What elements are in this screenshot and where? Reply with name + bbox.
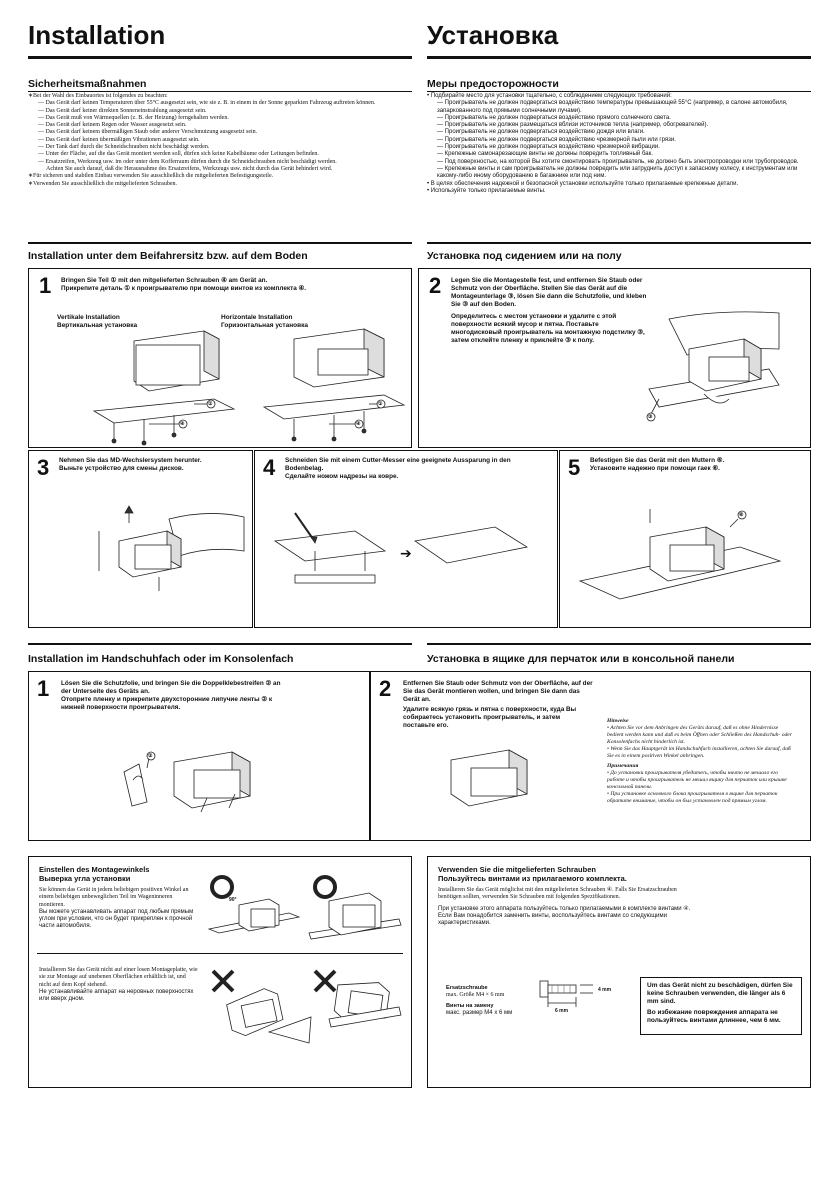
safety-item-de: — Der Tank darf durch die Schneidschrauben nicht beschädigt werden. bbox=[38, 144, 210, 151]
step2-box bbox=[418, 268, 811, 448]
dim-height: 4 mm bbox=[598, 987, 612, 993]
angle-illustration bbox=[29, 857, 413, 1089]
step4-text-ru: Сделайте ножом надрезы на ковре. bbox=[285, 473, 399, 480]
step5-text-de: Befestigen Sie das Gerät mit den Muttern ⑥. bbox=[590, 457, 725, 464]
horizontal-label-ru: Горизонтальная установка bbox=[221, 322, 308, 329]
step4-text-de: Schneiden Sie mit einem Cutter-Messer eine geeignete Aussparung in den Bodenbelag. bbox=[285, 457, 511, 472]
safety-rule-ru bbox=[427, 91, 811, 92]
safety-item-de: — Das Gerät darf keinen übermäßigen Vibrationen ausgesetzt sein. bbox=[38, 136, 200, 143]
safety-extra-de: ∗Verwenden Sie ausschließlich die mitgelieferten Schrauben. bbox=[28, 180, 177, 187]
step5-illustration bbox=[560, 451, 812, 629]
step3-text-de: Nehmen Sie das MD-Wechslersystem herunter. bbox=[59, 457, 202, 464]
safety-extra-ru: • Используйте только прилагаемые винты. bbox=[427, 187, 546, 194]
g1-illustration bbox=[29, 672, 371, 842]
callout: ② bbox=[148, 753, 153, 759]
safety-list-de bbox=[28, 93, 412, 188]
safety-item-ru: — Проигрыватель не должен подвергаться воздействию чрезмерной пыли или грязи. bbox=[437, 136, 676, 143]
step-number: 1 bbox=[39, 273, 52, 298]
page-title-ru: Установка bbox=[427, 20, 559, 50]
step4-box bbox=[254, 450, 558, 628]
title-rule-ru bbox=[427, 56, 811, 59]
spec-de-label: Ersatzschraube bbox=[446, 985, 488, 991]
screws-p-de: Installieren Sie das Gerät möglichst mit den mitgelieferten Schrauben ④. Falls Sie Ersatzschrauben benötigen sollten, verwenden Sie Schrauben mit folgenden Spezifikationen. bbox=[438, 887, 677, 901]
angle-title-de: Einstellen des Montagewinkels bbox=[39, 865, 150, 874]
safety-item-de: — Das Gerät darf keinen Temperaturen über 55°C ausgesetzt sein, wie sie z. B. in einem in der Sonne geparkten Fahrzeug auftreten können. bbox=[38, 100, 376, 107]
safety-intro-de: ∗Bei der Wahl des Einbauortes ist folgendes zu beachten: bbox=[28, 93, 168, 99]
g1-text-de: Lösen Sie die Schutzfolie, und bringen Sie die Doppelklebestreifen ② an der Unterseite des Geräts an. bbox=[61, 680, 281, 695]
callout-a: ① bbox=[208, 401, 213, 407]
step-number: 2 bbox=[379, 676, 392, 701]
step-number: 3 bbox=[37, 455, 50, 480]
warning-de: Um das Gerät nicht zu beschädigen, dürfen Sie keine Schrauben verwenden, die länger als 6 mm sind. bbox=[647, 982, 793, 1005]
horizontal-label-de: Horizontale Installation bbox=[221, 314, 293, 321]
note-de: • Achten Sie vor dem Anbringen des Geräts darauf, daß es ohne Hindernisse bedient werden kann und daß es beim Öffnen oder Schließen des Handschuh- oder Konsolenfachs nicht hinderlich ist. bbox=[607, 725, 792, 746]
step1-box bbox=[28, 268, 412, 448]
safety-item-ru: — Проигрыватель не должен размещаться вблизи источников тепла (например, обогревателей). bbox=[437, 122, 709, 129]
step-number: 2 bbox=[429, 273, 442, 298]
safety-extra-ru: • В целях обеспечения надежной и безопасной установки используйте только прилагаемые крепежные детали. bbox=[427, 180, 739, 187]
safety-item-de: — Das Gerät muß von Wärmequellen (z. B. der Heizung) ferngehalten werden. bbox=[38, 114, 229, 121]
angle-p1-de: Sie können das Gerät in jedem beliebigen positiven Winkel an einem beliebigen unbeweglichen Teil im Wageninneren montieren. bbox=[39, 887, 189, 908]
angle-label: 90° bbox=[229, 897, 237, 903]
notes-title-ru: Примечания bbox=[607, 763, 639, 769]
glovebox-step1-box bbox=[28, 671, 370, 841]
angle-p1-ru: Вы можете устанавливать аппарат под любым прямым углом при условии, что он будет прикреплен к прочной части автомобиля. bbox=[39, 908, 194, 930]
screws-p-ru: При установке этого аппарата пользуйтесь только прилагаемыми в комплекте винтами ④. Если Вам понадобится заменить винты, воспользуйтесь винтами со следующими характеристиками. bbox=[438, 905, 691, 927]
callout-b: ④ bbox=[356, 421, 361, 427]
safety-item-de: — Ersatzreifen, Werkzeug usw. im oder unter dem Kofferraum dürfen durch die Schneidschrauben nicht beschädigt werden. bbox=[38, 158, 337, 165]
callout-b: ④ bbox=[180, 421, 185, 427]
angle-p2-de: Installieren Sie das Gerät nicht auf einer losen Montageplatte, wie sie zur Montage auf unebenen Oberflächen erhältlich ist, und nicht auf dem Kopf stehend. bbox=[39, 967, 198, 988]
spec-de-value: max. Größe M4 × 6 mm bbox=[446, 992, 505, 999]
safety-item-ru: — Проигрыватель не должен подвергаться воздействию дождя или влаги. bbox=[437, 129, 645, 136]
glovebox-step2-box bbox=[370, 671, 811, 841]
safety-item-ru: — Крепежные самонарезающие винты не должны повредить топливный бак. bbox=[437, 151, 653, 158]
safety-item-ru: — Крепежные винты и сам проигрыватель не должны повредить или затруднить доступ к запасному колесу, к инструментам или какому-либо иному оборудованию в багажнике или под ним. bbox=[437, 165, 798, 180]
note-ru: • При установке основного блока проигрывателя в ящике для перчаток обратите внимание, чтобы он был установлен под прямым углом. bbox=[607, 791, 792, 805]
notes-title-de: Hinweise bbox=[607, 718, 629, 724]
safety-item-de: — Das Gerät darf keinem Regen oder Wasser ausgesetzt sein. bbox=[38, 122, 187, 129]
callout: ⑥ bbox=[739, 512, 744, 518]
screws-title-ru: Пользуйтесь винтами из прилагаемого комплекта. bbox=[438, 874, 627, 883]
callout-a: ① bbox=[378, 401, 383, 407]
step-number: 1 bbox=[37, 676, 50, 701]
step1-text-ru: Прикрепите деталь ① к проигрывателю при помощи винтов из комплекта ④. bbox=[61, 285, 307, 292]
ok-icon bbox=[212, 877, 232, 897]
step4-illustration bbox=[255, 451, 559, 629]
arrow-icon: ➔ bbox=[400, 546, 412, 562]
safety-item-ru: — Проигрыватель не должен подвергаться воздействию прямого солнечного света. bbox=[437, 114, 671, 121]
step2-text-de: Legen Sie die Montagestelle fest, und entfernen Sie Staub oder Schmutz von der Oberfläche. Stellen Sie das Gerät auf die Montageunterlage ③, lösen Sie dann die Schutzfolie, und kleben Sie ③ auf den Boden. bbox=[451, 277, 647, 308]
safety-heading-de: Sicherheitsmaßnahmen bbox=[28, 78, 147, 90]
step2-illustration bbox=[419, 269, 812, 449]
g1-text-ru: Отоприте пленку и прикрепите двухсторонние липучие ленты ② к нижней поверхности проигрывателя. bbox=[61, 696, 273, 711]
vertical-label-ru: Вертикальная установка bbox=[57, 322, 138, 329]
safety-item-ru: — Проигрыватель не должен подвергаться воздействию чрезмерной вибрации. bbox=[437, 144, 660, 151]
screw-icon bbox=[540, 981, 548, 997]
safety-extra-de: ∗Für sicheren und stabilen Einbau verwenden Sie ausschließlich die mitgelieferten Befestigungsteile. bbox=[28, 173, 274, 180]
screw-diagram bbox=[428, 857, 812, 1089]
section2-rule-de bbox=[28, 242, 412, 244]
step-number: 4 bbox=[263, 455, 276, 480]
safety-item-de: — Das Gerät darf keinem übermäßigen Staub oder anderer Verschmutzung ausgesetzt sein. bbox=[38, 129, 258, 136]
angle-title-ru: Выверка угла установки bbox=[39, 874, 131, 883]
safety-rule-de bbox=[28, 91, 412, 92]
page-title-de: Installation bbox=[28, 20, 166, 50]
step-number: 5 bbox=[568, 455, 581, 480]
g2-text-de: Entfernen Sie Staub oder Schmutz von der Oberfläche, auf der Sie das Gerät montieren wollen, und bringen Sie dann das Gerät an. bbox=[403, 680, 593, 703]
step1-text-de: Bringen Sie Teil ① mit den mitgelieferten Schrauben ④ am Gerät an. bbox=[61, 277, 268, 284]
screws-box bbox=[427, 856, 811, 1088]
screws-title-de: Verwenden Sie die mitgelieferten Schrauben bbox=[438, 865, 596, 874]
angle-box bbox=[28, 856, 412, 1088]
note-ru: • До установки проигрывателя убедитесь, чтобы ничто не мешало его работе и чтобы проигрыватель не мешал ящику для перчаток или крышке консольной панели. bbox=[607, 770, 792, 791]
g2-text-ru: Удалите всякую грязь и пятна с поверхности, куда Вы собираетесь установить проигрыватель, и затем поставьте его. bbox=[403, 706, 577, 729]
g2-notes bbox=[607, 718, 792, 805]
step5-text-ru: Установите надежно при помощи гаек ⑥. bbox=[590, 465, 720, 472]
step2-text-ru: Определитесь с местом установки и удалите с этой поверхности всякий мусор и пятна. Поставьте многодисковый проигрыватель на монтажную подстилку ③, затем отклейте пленку и приклейте ③ к полу. bbox=[451, 313, 645, 344]
title-rule-de bbox=[28, 56, 412, 59]
safety-heading-ru: Меры предосторожности bbox=[427, 78, 559, 90]
step3-box bbox=[28, 450, 253, 628]
section3-heading-ru: Установка в ящике для перчаток или в консольной панели bbox=[427, 653, 735, 665]
section3-rule-de bbox=[28, 643, 412, 645]
vertical-label-de: Vertikale Installation bbox=[57, 314, 120, 321]
section2-heading-de: Installation unter dem Beifahrersitz bzw. auf dem Boden bbox=[28, 250, 308, 262]
warning-ru: Во избежание повреждения аппарата не пользуйтесь винтами длиннее, чем 6 мм. bbox=[647, 1009, 781, 1024]
warning-box bbox=[640, 977, 802, 1035]
dim-width: 6 mm bbox=[555, 1008, 569, 1014]
callout: ③ bbox=[648, 414, 653, 420]
angle-p2-ru: Не устанавливайте аппарат на неровных поверхностях или вверх дном. bbox=[39, 988, 194, 1003]
section3-heading-de: Installation im Handschuhfach oder im Konsolenfach bbox=[28, 653, 294, 665]
step5-box bbox=[559, 450, 811, 628]
safety-item-ru: — Проигрыватель не должен подвергаться воздействию температуры превышающей 55°C (например, в салоне автомобиля, запаркованного под прямыми солнечными лучами). bbox=[437, 100, 788, 114]
spec-ru-value: макс. размер M4 x 6 мм bbox=[446, 1009, 513, 1016]
section2-heading-ru: Установка под сидением или на полу bbox=[427, 250, 622, 262]
spec-ru-label: Винты на замену bbox=[446, 1002, 494, 1009]
ok-icon bbox=[315, 877, 335, 897]
note-de: • Wenn Sie das Hauptgerät im Handschuhfach installieren, achten Sie darauf, daß Sie es in einem positiven Winkel anbringen. bbox=[607, 746, 792, 760]
section3-rule-ru bbox=[427, 643, 811, 645]
safety-intro-ru: • Подбирайте место для установки тщательно, с соблюдением следующих требований: bbox=[427, 93, 672, 99]
safety-item-de: — Unter der Fläche, auf die das Gerät montiert werden soll, dürfen sich keine Kabelbäume oder Leitungen befinden. bbox=[38, 151, 319, 158]
safety-item-de: Achten Sie auch darauf, daß die Herausnahme des Ersatzreifens, Werkzeugs usw. nicht durch das Gerät behindert wird. bbox=[46, 165, 333, 172]
section2-rule-ru bbox=[427, 242, 811, 244]
step3-illustration bbox=[29, 451, 254, 629]
step3-text-ru: Выньте устройство для смены дисков. bbox=[59, 465, 184, 472]
safety-item-ru: — Под поверхностью, на которой Вы хотите смонтировать проигрыватель, не должно быть электропроводки или трубопроводов. bbox=[437, 158, 799, 165]
safety-list-ru bbox=[427, 93, 811, 195]
safety-item-de: — Das Gerät darf keiner direkten Sonneneinstrahlung ausgesetzt sein. bbox=[38, 107, 207, 114]
